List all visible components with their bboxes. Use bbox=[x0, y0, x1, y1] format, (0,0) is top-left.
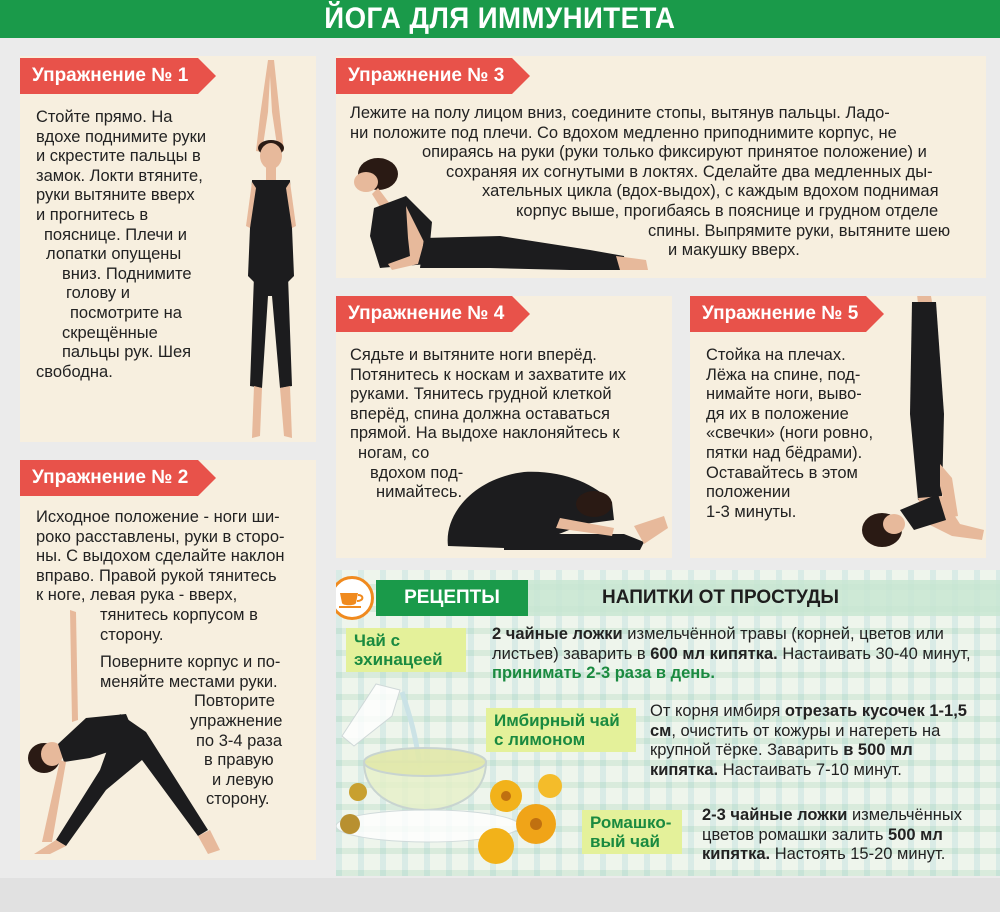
text-line: сохраняя их согнутыми в локтях. Сделайте два медленных ды- bbox=[446, 162, 933, 181]
exercise-3-card bbox=[336, 56, 986, 278]
drink-1-text bbox=[492, 625, 982, 684]
text-line: по 3-4 раза bbox=[196, 731, 283, 750]
shoulder-stand-figure bbox=[860, 296, 986, 558]
text-line: вправо. Правой рукой тянитесь bbox=[36, 566, 277, 585]
text-line: руками. Тянитесь грудной клеткой bbox=[350, 385, 612, 404]
drink-2-name-line: с лимоном bbox=[494, 730, 586, 749]
text-line: меняйте местами руки. bbox=[100, 672, 278, 691]
drink-2-part: в 500 мл кипятка. bbox=[650, 741, 913, 779]
drink-3-text bbox=[702, 806, 982, 865]
drink-2-name bbox=[486, 708, 636, 752]
drink-1-name-line: Чай с bbox=[354, 631, 401, 650]
text-line: Лежите на полу лицом вниз, соедините стопы, вытянув пальцы. Ладо- bbox=[350, 104, 890, 122]
drink-2-part: отрезать кусочек 1-1,5 см bbox=[650, 702, 967, 740]
exercise-4-card bbox=[336, 296, 672, 558]
text-line: нимайте ноги, выво- bbox=[706, 385, 862, 404]
drink-1-part: 600 мл кипятка. bbox=[650, 644, 778, 663]
text-line: вниз. Поднимите bbox=[62, 264, 192, 283]
text-line: и прогнитесь в bbox=[36, 205, 149, 224]
bottom-bar bbox=[0, 878, 1000, 912]
text-line: сторону. bbox=[206, 790, 270, 809]
text-line: сторону. bbox=[100, 625, 164, 644]
text-line: Оставайтесь в этом bbox=[706, 463, 858, 482]
text-line: пальцы рук. Шея bbox=[62, 343, 192, 362]
title-bar bbox=[0, 0, 1000, 38]
text-line: положении bbox=[706, 483, 791, 502]
text-line: в правую bbox=[204, 751, 274, 770]
drink-3-part: 500 мл кипятка. bbox=[702, 825, 943, 863]
text-line: Потянитесь к носкам и захватите их bbox=[350, 365, 627, 384]
text-line: вперёд, спина должна оставаться bbox=[350, 404, 610, 423]
drink-1-part: измельчённой травы (корней, цветов или листьев) заварить в bbox=[492, 625, 944, 663]
drink-1-name-line: эхинацеей bbox=[354, 650, 443, 669]
drink-3-part: измельчённых цветов ромашки залить bbox=[702, 806, 962, 844]
drink-3-part: 2-3 чайные ложки bbox=[702, 806, 848, 824]
exercise-5-badge bbox=[690, 296, 866, 332]
recipes-heading bbox=[528, 580, 1000, 616]
drink-3-part: Настоять 15-20 минут. bbox=[770, 845, 946, 863]
text-line: Поверните корпус и по- bbox=[100, 653, 281, 672]
text-line: хательных цикла (вдох-выдох), с каждым вдохом поднимая bbox=[482, 182, 939, 201]
text-line: пояснице. Плечи и bbox=[44, 225, 187, 244]
text-line: руки вытяните вверх bbox=[36, 186, 195, 205]
drink-2-part: Настаивать 7-10 минут. bbox=[718, 760, 902, 779]
drink-3-name-line: Ромашко- bbox=[590, 813, 672, 832]
drink-2-name-line: Имбирный чай bbox=[494, 711, 620, 730]
exercise-1-label: Упражнение № 1 bbox=[32, 65, 189, 86]
text-line: свободна. bbox=[36, 362, 113, 381]
text-line: голову и bbox=[66, 284, 130, 303]
drink-1-part: Настаивать 30-40 минут, bbox=[777, 644, 971, 663]
text-line: к ноге, левая рука - вверх, bbox=[36, 586, 238, 605]
teacup-icon bbox=[336, 576, 374, 620]
text-line: лопатки опущены bbox=[46, 245, 182, 264]
recipes-label bbox=[376, 580, 528, 616]
text-line: и левую bbox=[212, 770, 274, 789]
text-line: Исходное положение - ноги ши- bbox=[36, 508, 280, 526]
exercise-4-badge bbox=[336, 296, 512, 332]
exercise-5-card bbox=[690, 296, 986, 558]
exercise-2-badge bbox=[20, 460, 198, 496]
text-line: замок. Локти втяните, bbox=[36, 166, 203, 185]
text-line: 1-3 минуты. bbox=[706, 502, 797, 521]
text-line: Сядьте и вытяните ноги вперёд. bbox=[350, 346, 597, 364]
recipes-heading-text: НАПИТКИ ОТ ПРОСТУДЫ bbox=[602, 587, 840, 608]
exercise-1-badge bbox=[20, 58, 198, 94]
text-line: опираясь на руки (руки только фиксируют принятое положение) и bbox=[422, 143, 927, 162]
exercise-2-card bbox=[20, 460, 316, 860]
standing-pose-figure bbox=[228, 56, 316, 442]
drink-2-part: , очистить от кожуры и натереть на крупной тёрке. Заварить bbox=[650, 721, 941, 759]
recipes-header bbox=[336, 576, 1000, 620]
tea-illustration bbox=[336, 676, 586, 876]
text-line: прямой. На выдохе наклоняйтесь к bbox=[350, 424, 620, 443]
text-line: и макушку вверх. bbox=[668, 241, 800, 260]
drink-1-part: 2 чайные ложки bbox=[492, 625, 623, 643]
drink-1-name bbox=[346, 628, 466, 672]
exercise-3-badge bbox=[336, 58, 512, 94]
text-line: скрещённые bbox=[62, 323, 158, 342]
text-line: роко расставлены, руки в сторо- bbox=[36, 527, 285, 546]
text-line: спины. Выпрямите руки, вытяните шею bbox=[648, 221, 951, 240]
recipes-panel bbox=[336, 570, 1000, 876]
drink-1-part: принимать 2-3 раза в день. bbox=[492, 664, 715, 682]
exercise-4-label: Упражнение № 4 bbox=[348, 303, 505, 324]
text-line: ногам, со bbox=[358, 443, 430, 462]
drink-2-text bbox=[650, 702, 980, 780]
text-line: ни положите под плечи. Со вдохом медленно приподнимите корпус, не bbox=[350, 123, 897, 142]
text-line: пятки над бёдрами). bbox=[706, 443, 863, 462]
text-line: Повторите bbox=[194, 692, 275, 711]
text-line: «свечки» (ноги ровно, bbox=[706, 424, 874, 443]
drink-3-name-line: вый чай bbox=[590, 832, 660, 851]
exercise-5-label: Упражнение № 5 bbox=[702, 303, 859, 324]
drink-3-name bbox=[582, 810, 682, 854]
text-line: корпус выше, прогибаясь в пояснице и грудном отделе bbox=[516, 201, 939, 220]
teacup-glyph bbox=[338, 587, 366, 609]
text-line: и скрестите пальцы в bbox=[36, 147, 201, 166]
text-line: вдохе поднимите руки bbox=[36, 127, 207, 146]
exercise-3-label: Упражнение № 3 bbox=[348, 65, 505, 86]
text-line: Стойте прямо. На bbox=[36, 108, 173, 126]
forward-bend-figure bbox=[444, 464, 672, 554]
triangle-pose-figure bbox=[20, 610, 230, 860]
exercise-2-label: Упражнение № 2 bbox=[32, 467, 189, 488]
text-line: тянитесь корпусом в bbox=[100, 605, 258, 624]
drink-2-part: От корня имбиря bbox=[650, 702, 785, 720]
cobra-pose-figure bbox=[340, 152, 660, 278]
exercise-1-text bbox=[36, 108, 236, 382]
recipes-label-text: РЕЦЕПТЫ bbox=[404, 587, 500, 608]
page-title: ЙОГА ДЛЯ ИММУНИТЕТА bbox=[324, 2, 676, 35]
text-line: ны. С выдохом сделайте наклон bbox=[36, 547, 285, 566]
exercise-1-card bbox=[20, 56, 316, 442]
text-line: упражнение bbox=[190, 711, 283, 730]
text-line: Лёжа на спине, под- bbox=[706, 365, 861, 384]
text-line: нимайтесь. bbox=[376, 483, 463, 502]
text-line: дя их в положение bbox=[706, 404, 849, 423]
text-line: Стойка на плечах. bbox=[706, 346, 846, 364]
text-line: вдохом под- bbox=[370, 463, 464, 482]
text-line: посмотрите на bbox=[70, 303, 182, 322]
